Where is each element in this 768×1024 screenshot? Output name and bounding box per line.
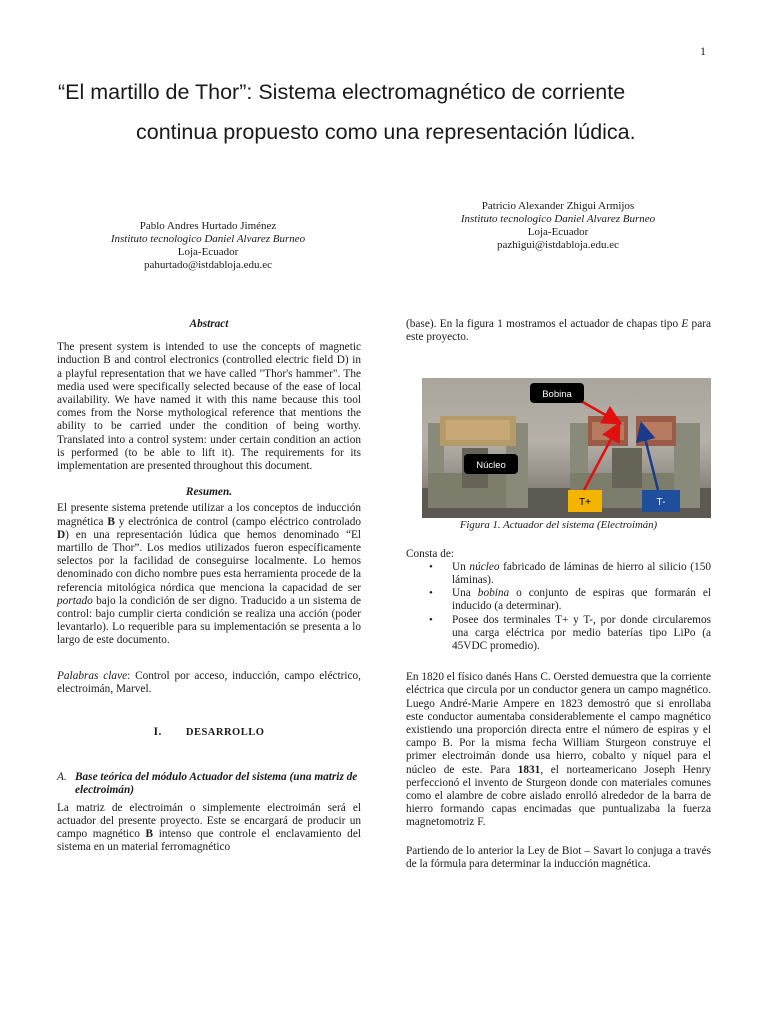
label-nucleo: Núcleo [476,460,506,472]
author-email: pahurtado@istdabloja.edu.ec [143,259,273,271]
label-tminus: T- [656,497,666,509]
consta-intro: Consta de: [406,547,455,560]
subsection-letter: A. [57,771,67,784]
abstract-text: The present system is intended to use the concepts of magnetic induction B and control electronics (controlled electric field D) in a playful representation that we have called "Thor's hammer". The media used were specifically selected because of the ease of local availability. We have named it with this name because this tool comes from the Norse mythological reference that mentions the ability to be carried under the condition of being worthy. Translated into a control system: under certain condition an action is performed (to be able to lift it). The requirements for its implementation are presented throughout this document. [57,341,361,473]
title-line-2: continua propuesto como una representación lúdica. [136,120,636,144]
resumen-heading: Resumen. [185,486,233,499]
keywords-text: : Control por acceso, inducción, campo eléctrico, electroimán, Marvel. [57,669,361,695]
author-institution: Instituto tecnologico Daniel Alvarez Burneo [110,233,306,245]
keywords [57,670,361,696]
para-base: (base). En la figura 1 mostramos el actuador de chapas tipo E para este proyecto. [406,318,711,344]
electromagnet-photo [422,378,711,518]
list-item: • Una bobina o conjunto de espiras que formarán el inducido (a determinar). [452,587,711,613]
page-number: 1 [700,44,706,58]
keywords-label: Palabras clave [57,669,128,682]
abstract-heading: Abstract [189,318,229,330]
label-bobina: Bobina [542,389,572,401]
right-column [406,318,711,871]
section-title: DESARROLLO [185,727,265,739]
component-list [406,561,711,653]
figure-caption: Figura 1. Actuador del sistema (Electroimán) [459,519,658,532]
author-block-1 [80,220,336,272]
label-tplus: T+ [579,497,591,509]
paper-title [58,72,718,152]
author-institution: Instituto tecnologico Daniel Alvarez Burneo [460,213,656,225]
subsection-heading [57,771,361,797]
subsection-title: Base teórica del módulo Actuador del sistema (una matriz de electroimán) [75,771,358,797]
figure-electroiman [422,378,711,518]
author-name: Pablo Andres Hurtado Jiménez [139,220,277,232]
list-item: • Posee dos terminales T+ y T-, por donde circularemos una carga eléctrica por medio baterías tipo LiPo (a 45VDC promedio). [452,614,711,654]
title-line-1: “El martillo de Thor”: Sistema electromagnético de corriente [58,80,626,104]
resumen-text: El presente sistema pretende utilizar a los conceptos de inducción magnética B y electrónica de control (campo eléctrico controlado D) en una representación lúdica que hemos denominado “El martillo de Thor”. Los medios utilizados fueron específicamente selectos por la facilidad de conseguirse localmente. Lo hemos denominado con dicho nombre pues esta herramienta procede de la referencia mitológica nórdica que menciona la capacidad de ser portado bajo la condición de ser digno. Traducido a un sistema de control: bajo cumplir cierta condición se realiza una acción (poder levantarlo). Lo requerible para su implementación se presenta a lo largo de este documento. [57,502,361,647]
author-location: Loja-Ecuador [177,246,239,258]
author-location: Loja-Ecuador [527,226,589,238]
author-block-2 [430,200,686,252]
para-historia: En 1820 el físico danés Hans C. Oersted demuestra que la corriente eléctrica que circula por un conductor genera un campo magnético. Luego André-Marie Ampere en 1823 demostró que si enrollaba este conductor aumentaba considerablemente el campo magnético existiendo una proporción directa entre el número de espiras y el campo B. Por la misma fecha William Sturgeon construye el primer electroimán donde usa hierro, cobalto y níquel para el núcleo de este. Para 1831, el norteamericano Joseph Henry perfeccionó el invento de Sturgeon donde con materiales comunes como el alambre de cobre aislado enrolló alrededor de la barra de hierro formando capas encimadas que puntualizaba la fuerza magnetomotriz F. [406,671,711,829]
author-email: pazhigui@istdabloja.edu.ec [497,239,619,251]
left-column [57,318,361,855]
para-biot-savart: Partiendo de lo anterior la Ley de Biot – Savart lo conjuga a través de la fórmula para determinar la inducción magnética. [406,844,711,870]
list-item: • Un núcleo fabricado de láminas de hierro al silicio (150 láminas). [452,561,711,587]
section-number: I. [153,726,162,739]
section-heading [57,726,361,739]
para-matriz: La matriz de electroimán o simplemente electroimán será el actuador del presente proyecto. Este se encargará de producir un campo magnético B intenso que controle el enclavamiento del sistema en un material ferromagnético [57,801,361,854]
author-name: Patricio Alexander Zhigui Armijos [481,200,635,212]
